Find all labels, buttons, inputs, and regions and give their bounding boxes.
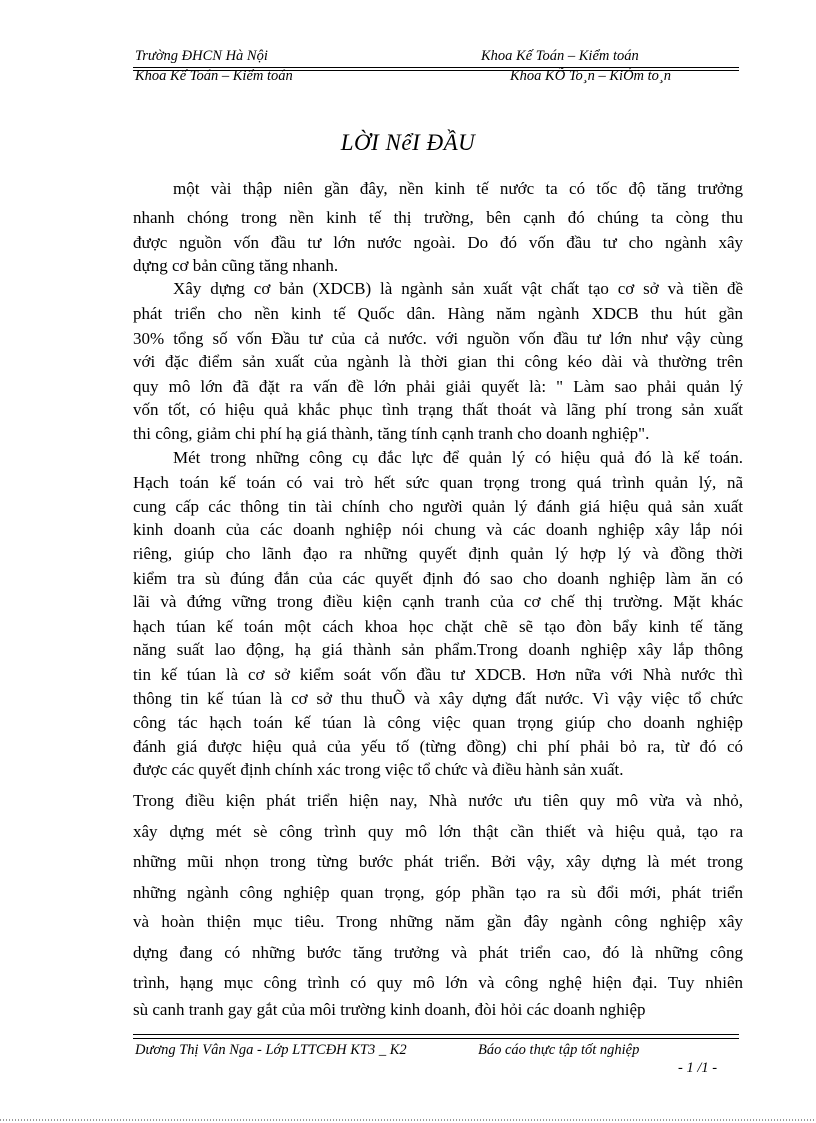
- header-department-left: Khoa Kế Toán – Kiểm toán: [135, 68, 293, 84]
- page-title: LỜI NểI ĐẦU: [340, 130, 476, 155]
- body-line: và hoàn thiện mục tiêu. Trong những năm gần đây ngành công nghiệp xây: [133, 912, 743, 931]
- body-line: trình, hạng mục công trình có quy mô lớn và công nghệ hiện đại. Tuy nhiên: [133, 973, 743, 992]
- body-line: những ngành công nghiệp quan trọng, góp phần tạo ra sù đổi mới, phát triển: [133, 883, 743, 902]
- body-line: phát triển cho nền kinh tế Quốc dân. Hàng năm ngành XDCB thu hút gần: [133, 304, 743, 323]
- header-department: Khoa Kế Toán – Kiểm toán: [481, 48, 639, 64]
- body-line: Mét trong những công cụ đắc lực để quản lý có hiệu quả đó là kế toán.: [173, 448, 743, 467]
- body-line: tin kế túan là cơ sở kiểm soát vốn đầu tư XDCB. Hơn nữa với Nhà nước thì: [133, 665, 743, 684]
- header-department-right-garbled: Khoa KÕ To¸n – KiÓm to¸n: [510, 68, 672, 84]
- body-line: được nguồn vốn đầu tư lớn nước ngoài. Do đó vốn đầu tư cho ngành xây: [133, 233, 743, 252]
- body-line: năng suất lao động, hạ giá thành sản phẩm.Trong doanh nghiệp xây lắp thông: [133, 640, 743, 659]
- body-line: hạch túan kế toán một cách khoa học chặt chẽ sẽ tạo đòn bẩy kinh tế tăng: [133, 617, 743, 636]
- body-line: những mũi nhọn trong từng bước phát triển. Bởi vậy, xây dựng là mét trong: [133, 852, 743, 871]
- footer-author: Dương Thị Vân Nga - Lớp LTTCĐH KT3 _ K2: [135, 1042, 407, 1058]
- body-line: đánh giá được hiệu quả của yếu tố (từng đồng) chi phí phải bỏ ra, từ đó có: [133, 737, 743, 756]
- body-line: quy mô lớn đã đặt ra vấn đề lớn phải giải quyết là: " Làm sao phải quản lý: [133, 377, 743, 396]
- body-line: xây dựng mét sè công trình quy mô lớn thật cần thiết và hiệu quả, tạo ra: [133, 822, 743, 841]
- body-line: dựng đang có những bước tăng trưởng và phát triển cao, đó là những công: [133, 943, 743, 962]
- body-line: riêng, giúp cho lãnh đạo ra những quyết định quản lý hợp lý và đồng thời: [133, 544, 743, 563]
- body-line: 30% tổng số vốn Đầu tư của cả nước. với nguồn vốn đầu tư lớn như vậy cùng: [133, 329, 743, 348]
- body-line: Hạch toán kế toán có vai trò hết sức quan trọng trong quá trình quản lý, nã: [133, 473, 743, 492]
- header-school: Trường ĐHCN Hà Nội: [135, 48, 268, 64]
- footer-rule-thin: [133, 1038, 739, 1039]
- body-line: với đặc điểm sản xuất của ngành là thời gian thi công kéo dài và thường trên: [133, 352, 743, 371]
- body-line: thi công, giảm chi phí hạ giá thành, tăng tính cạnh tranh cho doanh nghiệp".: [133, 424, 650, 443]
- page-bottom-border: [0, 1119, 816, 1121]
- body-line: Trong điều kiện phát triển hiện nay, Nhà nước ưu tiên quy mô vừa và nhỏ,: [133, 791, 743, 810]
- body-line: vốn tốt, có hiệu quả khắc phục tình trạng thất thoát và lãng phí trong sản xuất: [133, 400, 743, 419]
- body-line: Xây dựng cơ bản (XDCB) là ngành sản xuất vật chất tạo cơ sở và tiền đề: [173, 279, 743, 298]
- footer-rule: [133, 1034, 739, 1035]
- body-line: được các quyết định chính xác trong việc tổ chức và điều hành sản xuất.: [133, 760, 624, 779]
- body-line: công tác hạch toán kế túan là công việc quan trọng giúp cho doanh nghiệp: [133, 713, 743, 732]
- body-line: nhanh chóng trong nền kinh tế thị trường, bên cạnh đó chúng ta còng thu: [133, 208, 743, 227]
- body-line: sù canh tranh gay gắt của môi trường kinh doanh, đòi hỏi các doanh nghiệp: [133, 1000, 646, 1019]
- page-number: - 1 /1 -: [678, 1060, 718, 1076]
- body-line: lãi và đứng vững trong điều kiện cạnh tranh của cơ chế thị trường. Mặt khác: [133, 592, 743, 611]
- body-line: dựng cơ bản cũng tăng nhanh.: [133, 256, 339, 275]
- body-line: cung cấp các thông tin tài chính cho người quản lý đánh giá hiệu quả sản xuất: [133, 497, 743, 516]
- footer-report-title: Báo cáo thực tập tốt nghiệp: [478, 1042, 640, 1058]
- body-line: một vài thập niên gần đây, nền kinh tế nước ta có tốc độ tăng trưởng: [173, 179, 743, 198]
- body-line: kinh doanh của các doanh nghiệp nói chung và các doanh nghiệp xây lắp nói: [133, 520, 743, 539]
- body-line: kiểm tra sù đúng đắn của các quyết định đó sao cho doanh nghiệp làm ăn có: [133, 569, 743, 588]
- body-line: thông tin kế túan là cơ sở thu thuÕ và xây dựng đất nước. Vì vậy việc tổ chức: [133, 689, 743, 708]
